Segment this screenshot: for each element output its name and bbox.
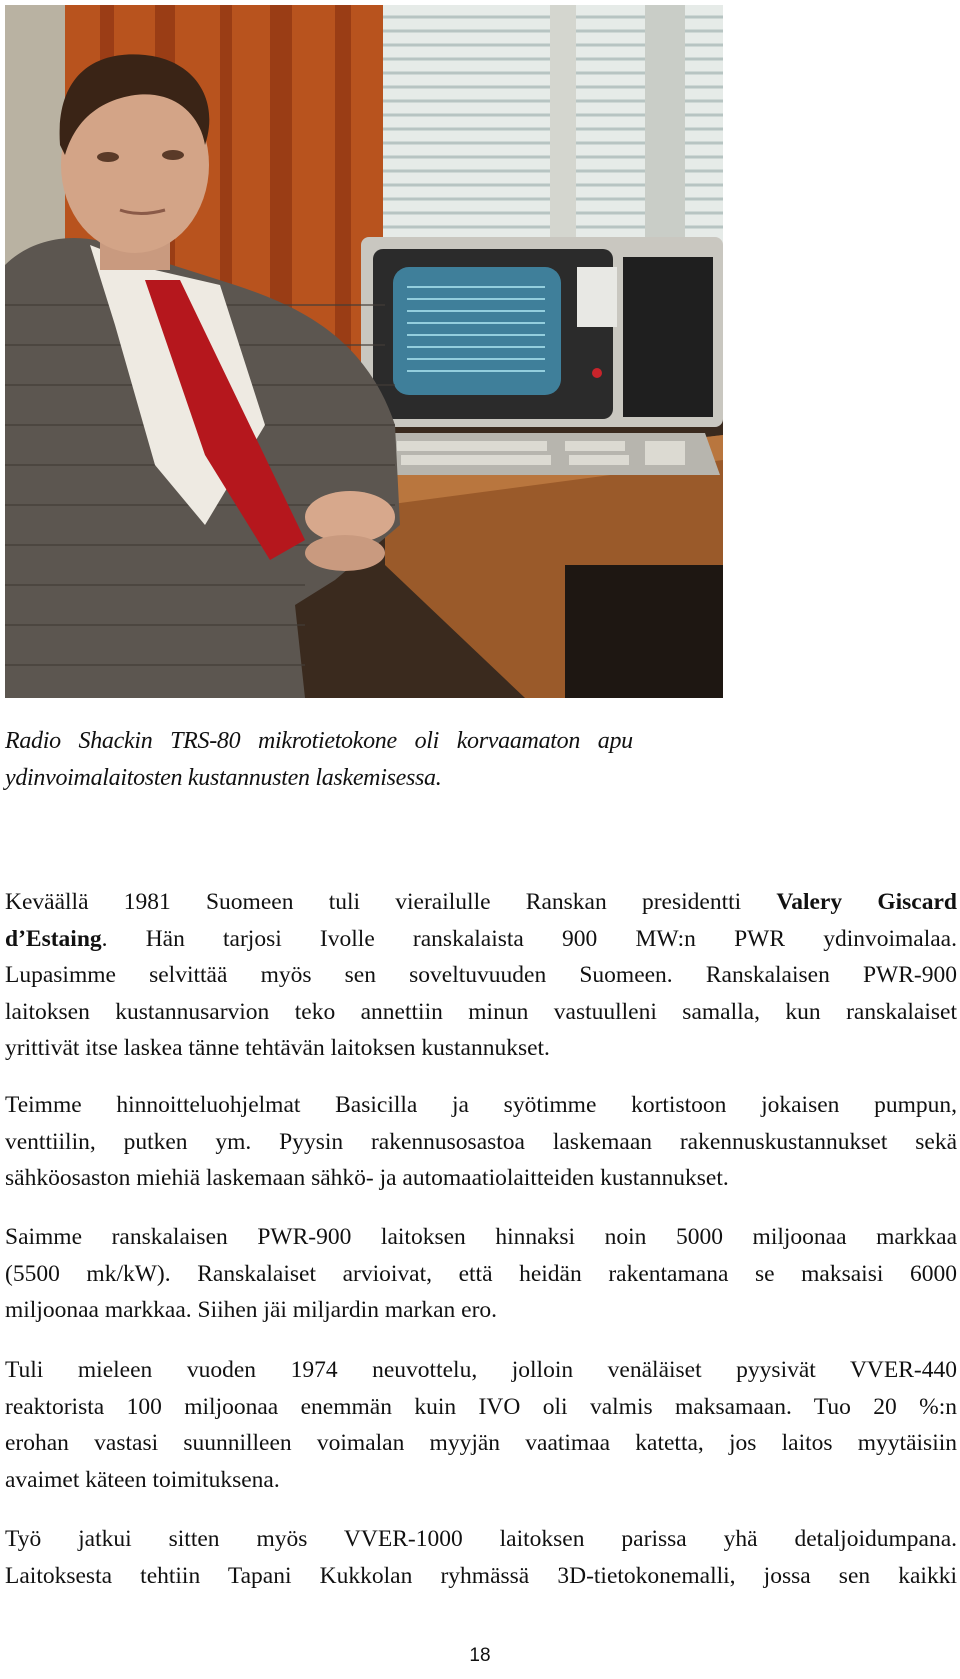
bold-name: d’Estaing	[5, 925, 102, 952]
paragraph-line: Lupasimme selvittää myös sen soveltuvuuden Suomeen. Ranskalaisen PWR-900	[5, 962, 957, 988]
paragraph-line: Tuli mieleen vuoden 1974 neuvottelu, jolloin venäläiset pyysivät VVER-440	[5, 1357, 957, 1383]
document-photo	[5, 5, 723, 698]
paragraph-line: reaktorista 100 miljoonaa enemmän kuin IVO oli valmis maksamaan. Tuo 20 %:n	[5, 1393, 957, 1420]
paragraph-line: venttiilin, putken ym. Pyysin rakennusosastoa laskemaan rakennuskustannukset sekä	[5, 1128, 957, 1155]
caption-line: ydinvoimalaitosten kustannusten laskemisessa.	[5, 765, 442, 791]
paragraph-line: Työ jatkui sitten myös VVER-1000 laitoksen parissa yhä detaljoidumpana.	[5, 1526, 957, 1552]
paragraph-line: Teimme hinnoitteluohjelmat Basicilla ja syötimme kortistoon jokaisen pumpun,	[5, 1092, 957, 1118]
paragraph-line	[5, 921, 957, 958]
paragraph-line: Saimme ranskalaisen PWR-900 laitoksen hinnaksi noin 5000 miljoonaa markkaa	[5, 1224, 957, 1250]
paragraph-3	[5, 1219, 957, 1329]
paragraph-line: (5500 mk/kW). Ranskalaiset arvioivat, että heidän rakentamana se maksaisi 6000	[5, 1260, 957, 1287]
paragraph-line	[5, 884, 957, 921]
paragraph-line: sähköosaston miehiä laskemaan sähkö- ja automaatiolaitteiden kustannukset.	[5, 1165, 729, 1191]
photo-caption	[5, 723, 745, 797]
caption-line: Radio Shackin TRS-80 mikrotietokone oli korvaamaton apu	[5, 728, 633, 754]
text-run: . Hän tarjosi Ivolle ranskalaista 900 MW:n PWR ydinvoimalaa.	[101, 925, 957, 952]
text-run: Keväällä 1981 Suomeen tuli vierailulle Ranskan presidentti	[5, 889, 777, 915]
paragraph-line: avaimet käteen toimituksena.	[5, 1466, 280, 1493]
paragraph-line: laitoksen kustannusarvion teko annettiin minun vastuulleni samalla, kun ranskalaiset	[5, 998, 957, 1025]
paragraph-5	[5, 1521, 957, 1594]
page-number: 18	[469, 1645, 491, 1666]
paragraph-1	[5, 884, 957, 1067]
bold-name: Valery Giscard	[776, 889, 957, 915]
photo-illustration	[5, 5, 723, 698]
paragraph-line: miljoonaa markkaa. Siihen jäi miljardin markan ero.	[5, 1297, 498, 1323]
paragraph-line: erohan vastasi suunnilleen voimalan myyjän vaatimaa katetta, jos laitos myytäisiin	[5, 1430, 957, 1456]
paragraph-4	[5, 1352, 957, 1498]
paragraph-line: yrittivät itse laskea tänne tehtävän laitoksen kustannukset.	[5, 1035, 550, 1061]
paragraph-2	[5, 1087, 957, 1197]
paragraph-line: Laitoksesta tehtiin Tapani Kukkolan ryhmässä 3D-tietokonemalli, jossa sen kaikki	[5, 1562, 957, 1589]
